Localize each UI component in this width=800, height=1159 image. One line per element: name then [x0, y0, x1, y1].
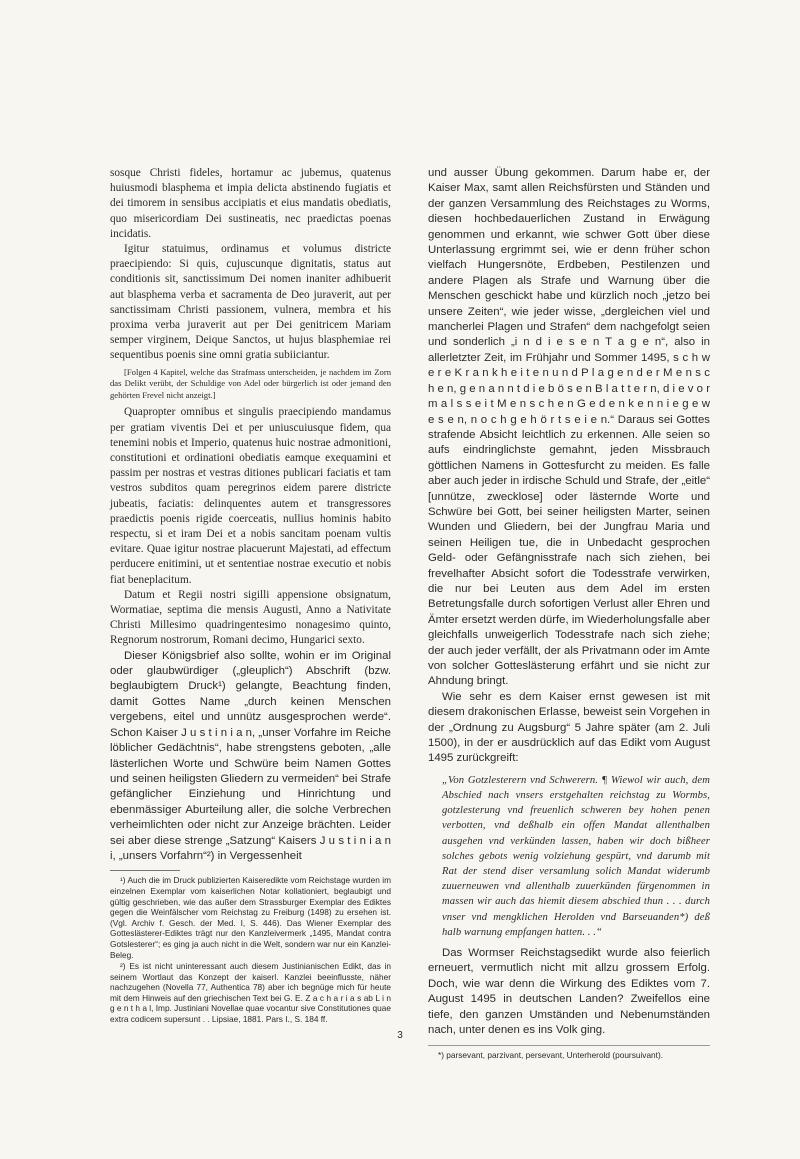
- right-column: [428, 166, 710, 1061]
- german-paragraph-4: Das Wormser Reichstagsedikt wurde also feierlich erneuert, vermutlich nicht mit allzu grossem Erfolg. Doch, wie war denn die Wirkung des Ediktes vom 7. August 1495 in deutschen Landen? Zweifellos eine tiefe, den ganzen Umständen und Nebenumständen nach, unter denen es ins Volk ging.: [428, 947, 710, 1037]
- left-column: [110, 166, 391, 1026]
- latin-paragraph-3: Quapropter omnibus et singulis praecipiendo mandamus per gratiam viventis Dei et per uniuscuiusque fidem, qua tenemini nobis et Imperio, quatenus huic nostrae admonitioni, constitutioni et ordinationi obediatis eamque exequamini et passim per nostras et vestras ditiones publicari faciatis et tam vestros subditos quam peregrinos eidem parere districte jubeatis, faciatis: delinquentes autem et transgressores praedictis poenis rigide coerceatis, nullius hominis habito respectu, si et iram Dei et a nobis sancitam poenam vultis evitare. Quae igitur nostrae placuerunt Majestati, ad effectum perducere enitimini, ut et sententiae nostrae executio et nobis fiat beneplacitum.: [110, 406, 391, 586]
- editorial-bracket-note: [Folgen 4 Kapitel, welche das Strafmass unterscheiden, je nachdem im Zorn das Delikt verübt, der Schuldige von Adel oder bürgerlich ist oder jemand den gehörten Frevel nicht anzeigt.]: [110, 366, 391, 400]
- latin-paragraph-1: sosque Christi fideles, hortamur ac jubemus, quatenus huiusmodi blasphema et impia delicta abstinendo fugiatis et dei timorem in sensibus accipiatis et eius mandatis obediatis, quo misericordiam Dei sustineatis, nec praedictas poenas incidatis.: [110, 167, 391, 240]
- footnote-2: ²) Es ist nicht uninteressant auch diesem Justinianischen Edikt, das in seinem Wortlaut das Konzept der kaiserl. Kanzlei beeinflusste, näher nachzugehen (Novella 77, Authentica 78) aber ich begnüge mich für heute mit dem Hinweis auf den griechischen Text bei G. E. Z a c h a r i a s ab L i n g e n t h a l, Imp. Justiniani Novellae quae vocantur sive Constitutiones quae extra codicem supersunt . . Lipsiae, 1881. Pars I., S. 184 ff.: [110, 961, 391, 1025]
- blackletter-quote: „Von Gotzlesterern vnd Schwerern. ¶ Wiewol wir auch, dem Abschied nach vnsers erstgehalten reichstag zu Wormbs, gotzlesterung vnd freuenlich schweren bey hohen penen verbotten, vnd deßhalb ein offen Mandat allenthalben ausgehen vnd verkünden lassen, haben wir doch bißheer solches gebots wenig volziehung gespürt, vnd darumb mit Rat der stend diser versamlung solich Mandat widerumb zuuerneuwen vnd allenthalb zuuerkünden fürgenommen in massen wir auch das hiemit diesem abschied thun . . . durch vnser vnd mengklichen Herolden vnd Barseuanden*) deß halb warnung empfangen hatten. . .“: [442, 774, 710, 938]
- footnote-rule-right: [428, 1045, 710, 1046]
- german-paragraph-2: und ausser Übung gekommen. Darum habe er, der Kaiser Max, samt allen Reichsfürsten und Ständen und der ganzen Versammlung des Reichstages zu Worms, diesen hochbedauerlichen Zustand in Erwägung genommen und erkannt, wie schwer Gott über diese Unterlassung ergrimmt sei, wie er denn früher schon vielfach Hungersnöte, Erdbeben, Pestilenzen und andere Plagen als Strafe und Warnung über die Menschen geschickt habe und kürzlich noch „jetzo bei unsere Zeiten“, wie jeder wisse, „dergleichen viel und mancherlei Plagen und Strafen“ dem nachgefolgt seien und sonderlich „i n d i e s e n T a g e n“, also in allerletzter Zeit, im Frühjahr und Sommer 1495, s c h w e r e K r a n k h e i t e n u n d P l a g e n d e r M e n s c h e n, g e n a n n t d i e b ö s e n B l a t t e r n, d i e v o r m a l s s e i t M e n s c h e n G e d e n k e n n i e g e w e s e n, n o c h g e h ö r t s e i e n.“ Daraus sei Gottes strafende Absicht leichtlich zu erkennen. Alle seien so aufs eindringlichste gemahnt, jeden Missbrauch göttlichen Namens in Gottesfurcht zu meiden. Es falle aber auch jeder in irdische Schuld und Strafe, der „eitle“ [unnütze, zwecklose] oder lästernde Worte und Schwüre bei Gott, bei seiner heiligsten Marter, seinen Wunden und Gliedern, bei der Jungfrau Maria und seinen Heiligen tue, die in Unbedacht gesprochen Geld- oder Gefängnisstrafe nach sich ziehen, bei frevelhafter Absicht sofort die Todesstrafe verwirken, die nur bei Leuten aus dem Adel im ersten Betretungsfalle durch sofortigen Verlust aller Ehren und Ämter ersetzt werden dürfe, im Wiederholungsfalle aber gleichfalls unweigerlich Todesstrafe nach sich ziehe; der auch jeder verfällt, der als Privatmann oder im Amte von solcher Gotteslästerung erfährt und sie nicht zur Ahndung bringt.: [428, 167, 710, 688]
- footnote-star: *) parsevant, parzivant, persevant, Unterherold (poursuivant).: [438, 1049, 664, 1060]
- footnote-rule: [110, 870, 180, 871]
- latin-paragraph-4: Datum et Regii nostri sigilli appensione obsignatum, Wormatiae, septima die mensis Augusti, Anno a Nativitate Christi Millesimo quadringentesimo nonagesimo quinto, Regnorum nostrorum, Romani decimo, Hungarici sexto.: [110, 588, 391, 647]
- latin-paragraph-2: Igitur statuimus, ordinamus et volumus districte praecipiendo: Si quis, cujuscunque dignitatis, status aut conditionis sit, sanctissimum Dei nomen inaniter adhibuerit aut blasphema verba et sacramenta de Deo juraverit, aut per sanctissimam Christi passionem, vulnera, membra et his proxima verba juraverit aut per Dei genitricem Mariam semper virginem, Deique Sanctos, ut hujus blasphemiae rei sequentibus poenis sine omni gratia subiiciantur.: [110, 243, 391, 362]
- german-paragraph-1: Dieser Königsbrief also sollte, wohin er im Original oder glaubwürdiger („gleuplich“) Abschrift (bzw. beglaubigtem Druck¹) gelangte, Beachtung finden, damit Gottes Name „durch keinen Menschen vergebens, eitel und unnütz ausgesprochen werde“. Schon Kaiser J u s t i n i a n, „unser Vorfahre im Reiche löblicher Gedächtnis“, habe strengstens geboten, „alle lästerlichen Worte und Schwüre beim Namen Gottes und seinen heiligsten Gliedern zu vermeiden“ bei Strafe gefänglicher Einziehung und Hinrichtung und ebenmässiger Aburteilung aller, die solche Verbrechen verheimlichten oder nicht zur Anzeige brächten. Leider sei aber diese strenge „Satzung“ Kaisers J u s t i n i a n i, „unsers Vorfahrn“²) in Vergessenheit: [110, 649, 391, 862]
- footnote-1: ¹) Auch die im Druck publizierten Kaiseredikte vom Reichstage wurden im einzelnen Exemplar vom kaiserlichen Notar kollationiert, beglaubigt und gültig geschrieben, wie das außer dem Strassburger Exemplar des Ediktes gegen die Weinfälscher vom Reichstag zu Freiburg (1498) zu ersehen ist. (Vgl. Archiv f. Gesch. der Med. I, S. 446). Das Wiener Exemplar des Gotteslästerer-Ediktes trägt nur den Kanzleivermerk „1495, Mandat contra Gotslesterer“; es ging ja auch nicht in die Welt, sondern war nur ein Kanzlei-Beleg.: [110, 875, 391, 960]
- page-number: 3: [397, 1030, 403, 1041]
- german-paragraph-3: Wie sehr es dem Kaiser ernst gewesen ist mit diesem drakonischen Erlasse, beweist sein Vorgehen in der „Ordnung zu Augsburg“ 5 Jahre später (am 2. Juli 1500), in der er ausdrücklich auf das Edikt vom August 1495 zurückgreift:: [428, 690, 710, 765]
